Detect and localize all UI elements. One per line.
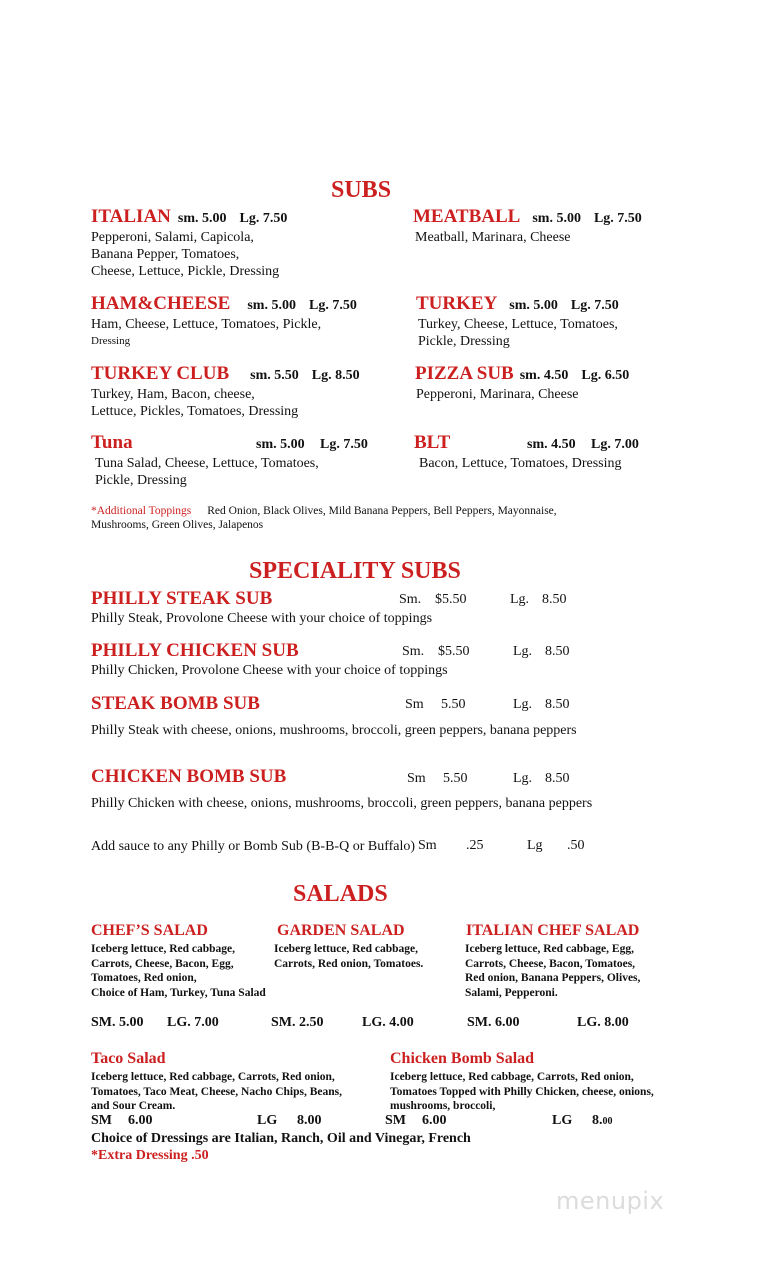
sub-desc: Tuna Salad, Cheese, Lettuce, Tomatoes, Pickle, Dressing [95, 456, 319, 488]
sub-desc: Bacon, Lettuce, Tomatoes, Dressing [419, 456, 622, 471]
special-name: CHICKEN BOMB SUB [91, 766, 287, 787]
special-desc: Philly Steak, Provolone Cheese with your choice of toppings [91, 611, 433, 626]
toppings-label: *Additional Toppings [91, 505, 192, 517]
sub-desc: Ham, Cheese, Lettuce, Tomatoes, Pickle, Dressing [91, 317, 322, 347]
special-desc: Philly Chicken, Provolone Cheese with your choice of toppings [91, 663, 448, 678]
salad-desc: Iceberg lettuce, Red cabbage, Egg, Carrots, Cheese, Bacon, Tomatoes, Red onion, Banana Peppers, Olives, Salami, Pepperoni. [465, 943, 641, 999]
salad-lg-price: LG. 7.00 [167, 1015, 219, 1030]
sub-sm-price: sm. 5.50 [250, 368, 299, 383]
salad-name: GARDEN SALAD [277, 922, 405, 939]
sub-name: MEATBALL [413, 206, 521, 227]
salad-name: Chicken Bomb Salad [390, 1050, 535, 1067]
sub-tuna-name: Tuna [91, 432, 133, 453]
sub-lg-price: Lg. 7.00 [591, 437, 639, 452]
sub-sm-price: sm. 5.00 [532, 211, 581, 226]
sub-sm-price: sm. 4.50 [519, 368, 569, 383]
salad-name: ITALIAN CHEF SALAD [466, 922, 640, 939]
sub-name: TURKEY CLUB [91, 363, 230, 384]
sub-lg-price: Lg. 7.50 [239, 211, 288, 226]
additional-toppings: *Additional Toppings Red Onion, Black Olives, Mild Banana Peppers, Bell Peppers, Mayonnaise, Mushrooms, Green Olives, Jalapenos [91, 505, 557, 531]
sub-sm-price: sm. 5.00 [509, 298, 558, 313]
sub-desc: Turkey, Cheese, Lettuce, Tomatoes, Pickle, Dressing [418, 317, 618, 349]
salad-sm-price: SM. 2.50 [271, 1015, 324, 1030]
salad-desc: Iceberg lettuce, Red cabbage, Carrots, Cheese, Bacon, Egg, Tomatoes, Red onion, Choice of Ham, Turkey, Tuna Salad [91, 943, 266, 999]
sub-sm-price: sm. 4.50 [527, 437, 576, 452]
sub-desc: Pepperoni, Marinara, Cheese [416, 387, 579, 402]
special-name: PHILLY CHICKEN SUB [91, 640, 299, 661]
extra-dressing: *Extra Dressing .50 [91, 1148, 209, 1163]
sub-italian [91, 206, 287, 228]
sub-sm-price: sm. 5.00 [177, 211, 227, 226]
salad-desc: Iceberg lettuce, Red cabbage, Carrots, Red onion, Tomatoes, Taco Meat, Cheese, Nacho Chips, Beans, and Sour Cream. [91, 1071, 342, 1112]
sub-name: HAM&CHEESE [91, 293, 231, 314]
sub-lg-price: Lg. 7.50 [320, 437, 368, 452]
sub-desc: Meatball, Marinara, Cheese [415, 230, 571, 245]
special-desc: Philly Steak with cheese, onions, mushrooms, broccoli, green peppers, banana peppers [91, 723, 577, 738]
special-desc: Philly Chicken with cheese, onions, mushrooms, broccoli, green peppers, banana peppers [91, 796, 593, 811]
sub-lg-price: Lg. 7.50 [570, 298, 619, 313]
dressings-note: Choice of Dressings are Italian, Ranch, Oil and Vinegar, French [91, 1131, 471, 1146]
sub-desc: Turkey, Ham, Bacon, cheese, Lettuce, Pickles, Tomatoes, Dressing [91, 387, 299, 419]
sub-turkey [416, 293, 619, 315]
sub-turkey-club [91, 363, 360, 385]
sub-sm-price: sm. 5.00 [247, 298, 296, 313]
salad-lg-price: LG. 8.00 [577, 1015, 629, 1030]
sub-lg-price: Lg. 6.50 [581, 368, 630, 383]
sub-ham-cheese [91, 293, 357, 315]
speciality-heading: SPECIALITY SUBS [249, 558, 461, 584]
special-name: STEAK BOMB SUB [91, 693, 260, 714]
salad-sm-price: SM. 6.00 [467, 1015, 520, 1030]
sub-name: PIZZA SUB [415, 363, 514, 384]
sub-name: TURKEY [416, 293, 498, 314]
sub-lg-price: Lg. 7.50 [308, 298, 357, 313]
salads-heading: SALADS [293, 881, 388, 907]
sub-name: ITALIAN [91, 206, 171, 227]
sub-desc: Pepperoni, Salami, Capicola, Banana Pepper, Tomatoes, Cheese, Lettuce, Pickle, Dressing [91, 230, 280, 279]
salad-sm-price: SM. 5.00 [91, 1015, 144, 1030]
sub-sm-price: sm. 5.00 [256, 437, 305, 452]
salad-lg-price: LG. 4.00 [362, 1015, 414, 1030]
salad-desc: Iceberg lettuce, Red cabbage, Carrots, Red onion, Tomatoes. [274, 943, 424, 970]
sub-lg-price: Lg. 7.50 [593, 211, 642, 226]
salad-name: Taco Salad [91, 1050, 166, 1067]
salad-desc: Iceberg lettuce, Red cabbage, Carrots, Red onion, Tomatoes Topped with Philly Chicken, cheese, onions, mushrooms, broccoli, [390, 1071, 654, 1112]
special-name: PHILLY STEAK SUB [91, 588, 273, 609]
subs-heading: SUBS [331, 177, 392, 203]
sub-lg-price: Lg. 8.50 [311, 368, 360, 383]
sub-blt-name: BLT [414, 432, 451, 453]
sub-pizza [415, 363, 629, 385]
menupix-watermark: menupix [556, 1187, 665, 1215]
sub-meatball [413, 206, 642, 228]
salad-name: CHEF’S SALAD [91, 922, 208, 939]
sauce-note: Add sauce to any Philly or Bomb Sub (B-B-Q or Buffalo) [91, 839, 416, 854]
